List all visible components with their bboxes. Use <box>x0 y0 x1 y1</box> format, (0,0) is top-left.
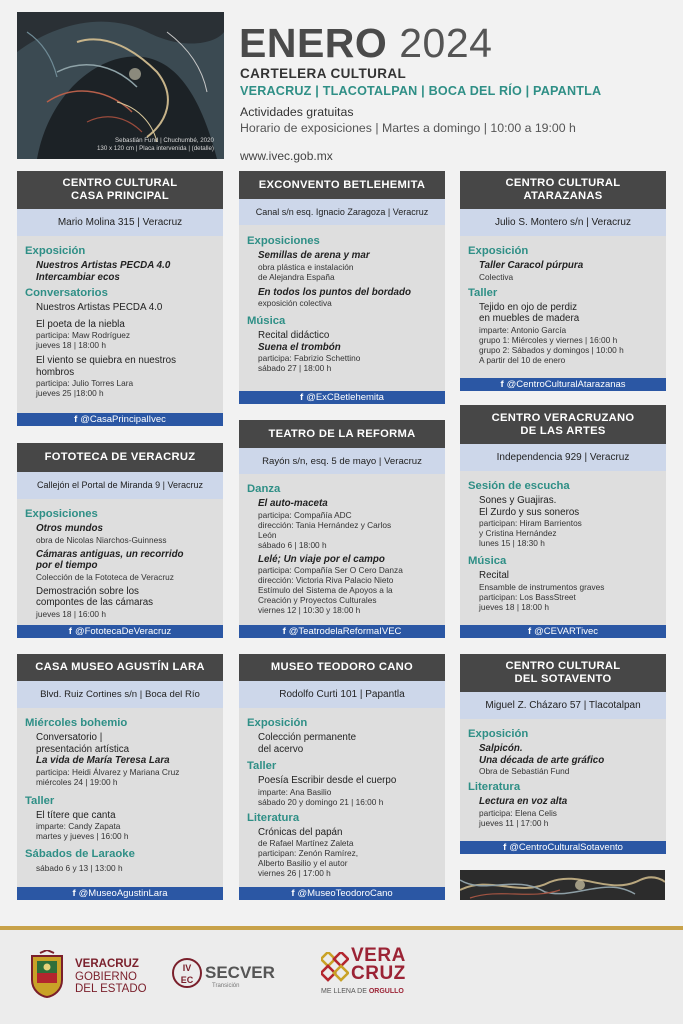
hero-artwork <box>17 12 224 159</box>
event-item: Nuestros Artistas PECDA 4.0 Intercambiar ecos <box>36 260 171 283</box>
secver-logo: SECVER <box>205 963 275 982</box>
social-link[interactable]: f @MuseoTeodoroCano <box>239 887 445 900</box>
social-link[interactable]: f @CentroCulturalSotavento <box>460 841 666 854</box>
event-item: Sones y Guajiras. El Zurdo y sus soneros participan: Hiram Barrientos y Cristina Hernández lunes 15 | 18:30 h <box>479 495 582 548</box>
facebook-icon: f <box>72 888 76 899</box>
social-link[interactable]: f @FototecaDeVeracruz <box>17 625 223 638</box>
facebook-icon: f <box>74 414 78 425</box>
venue-name: TEATRO DE LA REFORMA <box>239 420 445 448</box>
social-link[interactable]: f @CasaPrincipalIvec <box>17 413 223 426</box>
event-item: El viento se quiebra en nuestros hombros participa: Julio Torres Lara jueves 25 |18:00 h <box>36 355 176 398</box>
event-item: El poeta de la niebla participa: Maw Rodríguez jueves 18 | 18:00 h <box>36 318 131 350</box>
section-title: Taller <box>25 794 55 807</box>
venue-card-casa-principal <box>17 171 223 426</box>
veracruz-brand-icon <box>321 952 349 987</box>
facebook-icon: f <box>291 888 295 899</box>
event-item: Cámaras antiguas, un recorrido por el tiempo Colección de la Fototeca de Veracruz <box>36 548 184 582</box>
venue-card-betlehemita <box>239 171 445 404</box>
event-item: Otros mundos obra de Nicolas Niarchos-Guinness <box>36 523 167 545</box>
exhibition-hours: Horario de exposiciones | Martes a domingo | 10:00 a 19:00 h <box>240 121 576 135</box>
venue-card-teodoro-cano <box>239 654 445 900</box>
venue-address: Rodolfo Curti 101 | Papantla <box>239 681 445 708</box>
event-item: Nuestros Artistas PECDA 4.0 <box>36 302 163 313</box>
venue-card-agustin-lara <box>17 654 223 900</box>
venue-address: Blvd. Ruiz Cortines s/n | Boca del Río <box>17 681 223 708</box>
venue-address: Julio S. Montero s/n | Veracruz <box>460 209 666 236</box>
section-title: Literatura <box>247 811 300 824</box>
venue-address: Mario Molina 315 | Veracruz <box>17 209 223 236</box>
section-title: Música <box>247 315 286 327</box>
venue-name: CENTRO CULTURAL ATARAZANAS <box>460 171 666 209</box>
section-title: Exposición <box>247 717 308 729</box>
venue-card-sotavento <box>460 654 666 854</box>
facebook-icon: f <box>527 626 532 637</box>
facebook-icon: f <box>282 626 286 637</box>
social-link[interactable]: f @TeatrodelaReformaIVEC <box>239 625 445 638</box>
venue-name: CENTRO VERACRUZANO DE LAS ARTES <box>460 405 666 444</box>
veracruz-tagline: ME LLENA DE ORGULLO <box>321 988 404 995</box>
coat-of-arms-icon <box>28 950 66 998</box>
secver-subtitle: Transición <box>212 983 240 989</box>
facebook-icon: f <box>68 626 72 637</box>
facebook-icon: f <box>300 392 304 403</box>
event-item: Crónicas del papán de Rafael Martínez Zaleta participan: Zenón Ramírez, Alberto Basilio y el autor viernes 26 | 17:00 h <box>258 826 359 878</box>
venue-card-teatro-reforma <box>239 420 445 638</box>
venue-card-atarazanas <box>460 171 666 391</box>
gobierno-logo-text: VERACRUZ GOBIERNO DEL ESTADO <box>75 958 147 995</box>
gobierno-veracruz-logo <box>28 950 66 1003</box>
section-title: Sesión de escucha <box>468 480 570 492</box>
venue-name: CENTRO CULTURAL CASA PRINCIPAL <box>17 171 223 209</box>
section-title: Literatura <box>468 781 521 793</box>
venue-name: FOTOTECA DE VERACRUZ <box>17 443 223 472</box>
venue-name: MUSEO TEODORO CANO <box>239 654 445 681</box>
event-item: Tejido en ojo de perdiz en muebles de madera imparte: Antonio García grupo 1: Miércoles y viernes | 16:00 h grupo 2: Sábados y domingos | 10:00 h A partir del 10 de enero <box>479 301 624 365</box>
artwork-credit: Sebastián Fund | Chuchumbé, 2020 130 x 120 cm | Placa intervenida | (detalle) <box>96 137 214 152</box>
venue-name: CENTRO CULTURAL DEL SOTAVENTO <box>460 654 666 692</box>
venue-address: Miguel Z. Cházaro 57 | Tlacotalpan <box>460 692 666 719</box>
venue-name: EXCONVENTO BETLEHEMITA <box>239 171 445 199</box>
social-link[interactable]: f @CEVARTivec <box>460 625 666 638</box>
section-title: Taller <box>468 286 498 299</box>
venue-card-fototeca <box>17 443 223 638</box>
section-title: Danza <box>247 483 281 495</box>
event-item: Recital Ensamble de instrumentos graves participan: Los BassStreet jueves 18 | 18:00 h <box>479 570 605 612</box>
event-item: Taller Caracol púrpura Colectiva <box>479 260 584 282</box>
website-link[interactable]: www.ivec.gob.mx <box>240 149 333 163</box>
venue-name: CASA MUSEO AGUSTÍN LARA <box>17 654 223 681</box>
title-year: 2024 <box>399 20 493 66</box>
free-activities-label: Actividades gratuitas <box>240 105 354 119</box>
event-item: Conversatorio | presentación artística La vida de María Teresa Lara participa: Heidi Álvarez y Mariana Cruz miércoles 24 | 19:00 h <box>36 732 180 787</box>
veracruz-brand-text: VERA CRUZ <box>351 945 406 984</box>
knot-pattern-icon <box>321 952 349 982</box>
section-title: Exposiciones <box>247 235 320 247</box>
event-item: El títere que canta imparte: Candy Zapata martes y jueves | 16:00 h <box>36 809 129 841</box>
event-item: Demostración sobre los compontes de las cámaras jueves 18 | 16:00 h <box>36 585 154 619</box>
social-link[interactable]: f @CentroCulturalAtarazanas <box>460 378 666 391</box>
section-title: Exposiciones <box>25 508 98 520</box>
facebook-icon: f <box>503 842 507 853</box>
section-title: Taller <box>247 760 277 772</box>
title-month: ENERO <box>239 20 388 66</box>
section-title: Exposición <box>468 728 529 740</box>
facebook-icon: f <box>500 379 504 390</box>
venue-address: Callejón el Portal de Miranda 9 | Veracruz <box>17 472 223 499</box>
artwork-thumbnail <box>460 870 665 900</box>
event-item: Recital didáctico Suena el trombón participa: Fabrizio Schettino sábado 27 | 18:00 h <box>258 330 361 373</box>
artwork-thumbnail-illustration <box>460 870 665 900</box>
event-item: Semillas de arena y mar obra plástica e instalación de Alejandra España <box>258 250 370 282</box>
venue-address: Independencia 929 | Veracruz <box>460 444 666 471</box>
section-title: Miércoles bohemio <box>25 717 128 729</box>
event-item: Poesía Escribir desde el cuerpo imparte: Ana Basilio sábado 20 y domingo 21 | 16:00 h <box>258 775 397 807</box>
event-item: Colección permanente del acervo <box>258 732 357 755</box>
section-title: Música <box>468 555 507 567</box>
section-title: Exposición <box>468 245 529 257</box>
venue-card-cevart <box>460 405 666 638</box>
event-item: El auto-maceta participa: Compañía ADC dirección: Tania Hernández y Carlos León sábado 6 | 18:00 h <box>258 498 392 550</box>
event-item: Lelé; Un viaje por el campo participa: Compañía Ser O Cero Danza dirección: Victoria Riva Palacio Nieto Estímulo del Sistema de Apoyos a la Creación y Proyectos Culturales viernes 12 | 10:30 y 18:00 h <box>258 553 403 615</box>
event-item: Lectura en voz alta participa: Elena Celis jueves 11 | 17:00 h <box>479 796 568 828</box>
venue-address: Rayón s/n, esq. 5 de mayo | Veracruz <box>239 448 445 474</box>
ivec-logo: IV EC <box>172 958 202 988</box>
section-title: Sábados de Laraoke <box>25 848 135 860</box>
social-link[interactable]: f @ExCBetlehemita <box>239 391 445 404</box>
page-title <box>239 19 492 67</box>
venue-address: Canal s/n esq. Ignacio Zaragoza | Veracruz <box>239 199 445 225</box>
event-item: Salpicón. Una década de arte gráfico Obra de Sebastián Fund <box>479 743 605 776</box>
section-title: Conversatorios <box>25 287 108 299</box>
section-title: Exposición <box>25 245 86 257</box>
event-item: En todos los puntos del bordado exposición colectiva <box>258 286 411 308</box>
social-link[interactable]: f @MuseoAgustinLara <box>17 887 223 900</box>
cities-list: VERACRUZ | TLACOTALPAN | BOCA DEL RÍO | PAPANTLA <box>240 84 602 98</box>
subtitle: CARTELERA CULTURAL <box>240 66 407 81</box>
footer <box>0 930 683 1024</box>
event-item: sábado 6 y 13 | 13:00 h <box>36 863 123 873</box>
